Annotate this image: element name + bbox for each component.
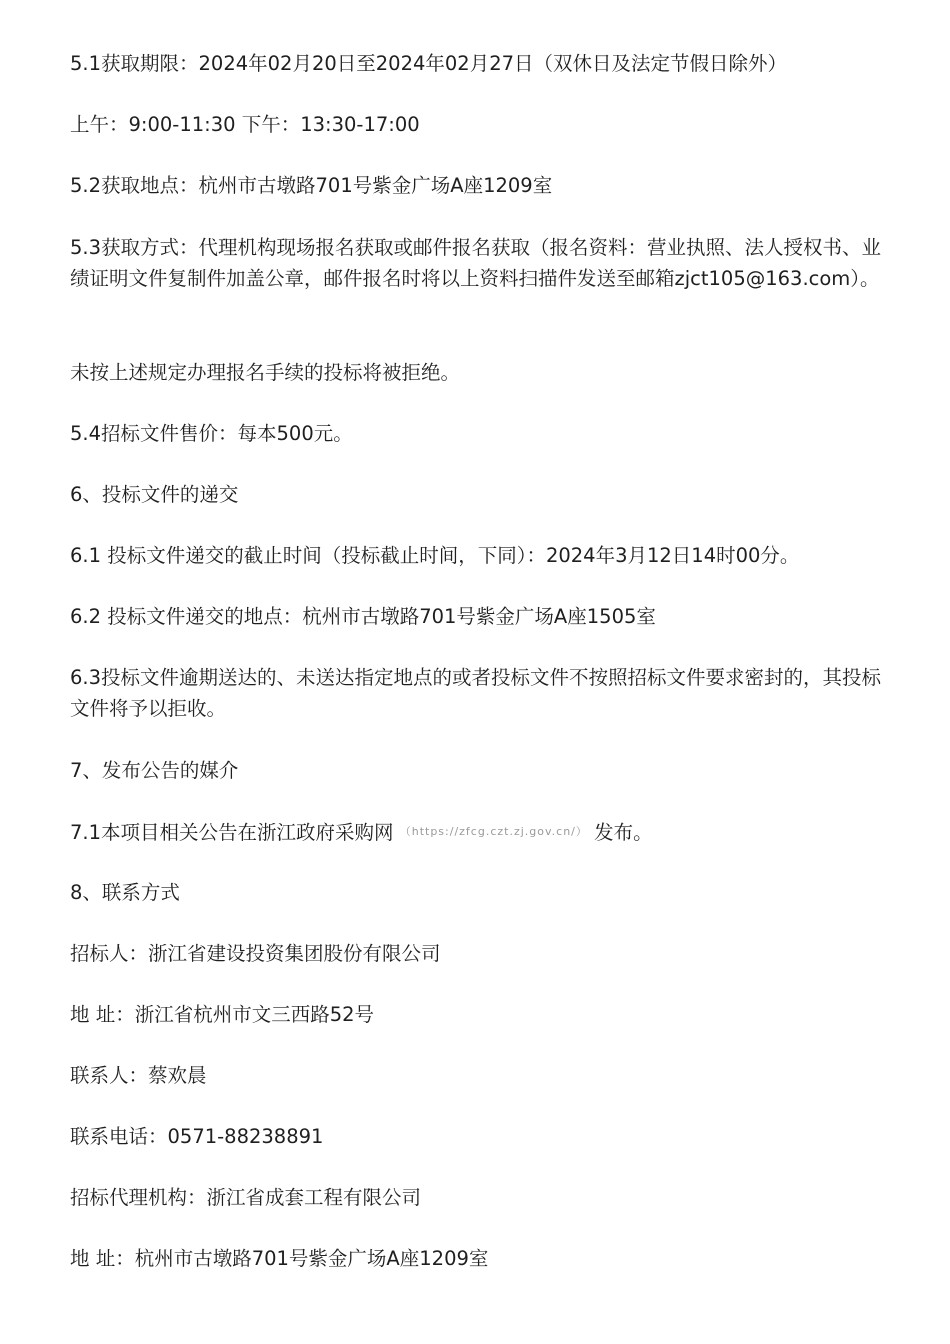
- publication-media: [70, 816, 885, 848]
- section-heading-contact: 8、联系方式: [70, 881, 180, 904]
- office-hours: 上午：9:00-11:30 下午：13:30-17:00: [70, 113, 420, 136]
- acquisition-method: 5.3获取方式：代理机构现场报名获取或邮件报名获取（报名资料：营业执照、法人授权书、业绩证明文件复制件加盖公章，邮件报名时将以上资料扫描件发送至邮箱zjct105@163.com）。: [70, 236, 882, 290]
- contact-person: 联系人：蔡欢晨: [70, 1064, 207, 1087]
- acquisition-period: 5.1获取期限：2024年02月20日至2024年02月27日（双休日及法定节假日除外）: [70, 52, 788, 75]
- tenderer-address: 地 址：浙江省杭州市文三西路52号: [70, 1003, 375, 1026]
- tender-agency: 招标代理机构：浙江省成套工程有限公司: [70, 1186, 422, 1209]
- publication-media-suffix: 发布。: [594, 821, 653, 844]
- submission-deadline: 6.1 投标文件递交的截止时间（投标截止时间，下同）：2024年3月12日14时00分。: [70, 544, 800, 567]
- acquisition-location: 5.2获取地点：杭州市古墩路701号紫金广场A座1209室: [70, 174, 553, 197]
- submission-location: 6.2 投标文件递交的地点：杭州市古墩路701号紫金广场A座1505室: [70, 605, 656, 628]
- agency-address: 地 址：杭州市古墩路701号紫金广场A座1209室: [70, 1247, 489, 1270]
- tenderer: 招标人：浙江省建设投资集团股份有限公司: [70, 942, 441, 965]
- procurement-website-link[interactable]: （https://zfcg.czt.zj.gov.cn/）: [399, 825, 588, 838]
- late-submission-note: 6.3投标文件逾期送达的、未送达指定地点的或者投标文件不按照招标文件要求密封的，其投标文件将予以拒收。: [70, 666, 882, 720]
- section-heading-media: 7、发布公告的媒介: [70, 759, 239, 782]
- document-price: 5.4招标文件售价：每本500元。: [70, 422, 353, 445]
- section-heading-submission: 6、投标文件的递交: [70, 483, 239, 506]
- publication-media-text: 7.1本项目相关公告在浙江政府采购网: [70, 821, 394, 844]
- rejection-note: 未按上述规定办理报名手续的投标将被拒绝。: [70, 361, 461, 384]
- contact-phone: 联系电话：0571-88238891: [70, 1125, 324, 1148]
